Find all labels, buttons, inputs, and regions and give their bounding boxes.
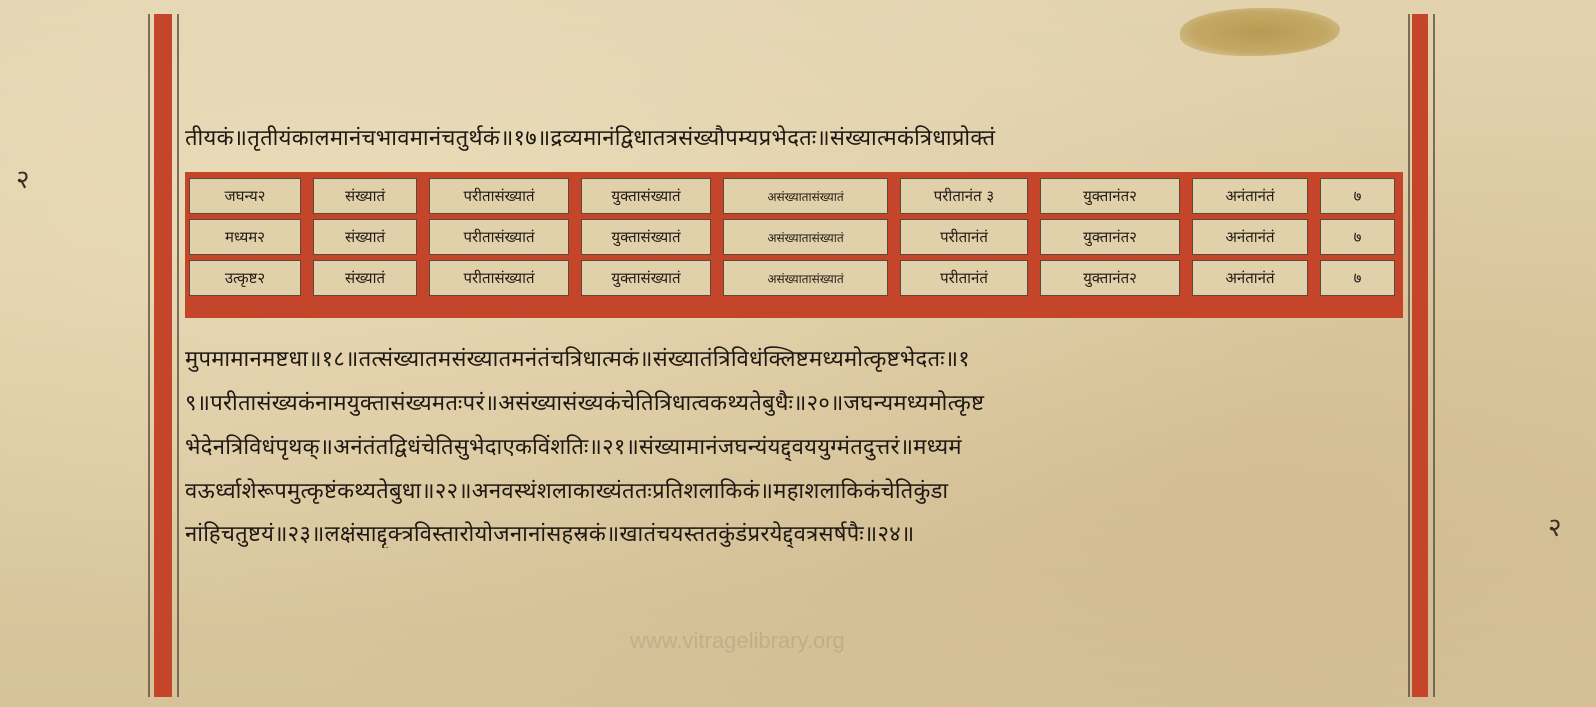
table-cell: असंख्यातासंख्यातं	[723, 260, 888, 296]
table-cell: परीतासंख्यातं	[429, 178, 569, 214]
table-cell: युक्तानंत२	[1040, 260, 1180, 296]
text-line-top: तीयकं॥तृतीयंकालमानंचभावमानंचतुर्थकं॥१७॥द्रव्यमानंद्विधातत्रसंख्यौपम्यप्रभेदतः॥संख्यात्मकंत्रिधाप्रोक्तं	[185, 126, 996, 151]
margin-rule-left-inner	[177, 14, 179, 697]
text-line: भेदेनत्रिविधंपृथक्॥अनंतंतद्विधंचेतिसुभेदाएकविंशतिः॥२१॥संख्यामानंजघन्यंयद्द्वययुग्मंतदुत्तरं॥मध्यमं	[185, 435, 962, 460]
table-cell: अनंतानंतं	[1192, 219, 1308, 255]
numeric-table	[185, 172, 1403, 302]
red-band-below-table	[185, 302, 1403, 318]
table-cell: युक्तानंत२	[1040, 219, 1180, 255]
margin-rule-right-outer	[1433, 14, 1435, 697]
table-cell: युक्तासंख्यातं	[581, 219, 711, 255]
table-cell: परीतानंतं	[900, 219, 1028, 255]
table-cell: युक्तासंख्यातं	[581, 178, 711, 214]
table-cell: ७	[1320, 219, 1395, 255]
table-cell: असंख्यातासंख्यातं	[723, 178, 888, 214]
table-cell: संख्यातं	[313, 260, 417, 296]
table-cell: परीतानंत ३	[900, 178, 1028, 214]
table-cell: परीतानंतं	[900, 260, 1028, 296]
table-cell: मध्यम२	[189, 219, 301, 255]
table-cell: जघन्य२	[189, 178, 301, 214]
margin-rule-right-inner	[1408, 14, 1410, 697]
margin-rule-right-red	[1412, 14, 1428, 697]
table-cell: ७	[1320, 260, 1395, 296]
margin-rule-left-outer	[148, 14, 150, 697]
text-line: ९॥परीतासंख्यकंनामयुक्तासंख्यमतःपरं॥असंख्यासंख्यकंचेतित्रिधात्वकथ्यतेबुधैः॥२०॥जघन्यमध्यमोत्कृष्ट	[185, 391, 985, 416]
table-cell: युक्तानंत२	[1040, 178, 1180, 214]
table-cell: उत्कृष्ट२	[189, 260, 301, 296]
table-cell: अनंतानंतं	[1192, 260, 1308, 296]
table-cell: असंख्यातासंख्यातं	[723, 219, 888, 255]
table-grid	[189, 178, 1399, 296]
text-line: मुपमामानमष्टधा॥१८॥तत्संख्यातमसंख्यातमनंतंचत्रिधात्मकं॥संख्यातंत्रिविधंक्लिष्टमध्यमोत्कृष्टभेदतः॥१	[185, 347, 971, 372]
folio-number-left: २	[16, 165, 30, 195]
table-cell: ७	[1320, 178, 1395, 214]
table-cell: अनंतानंतं	[1192, 178, 1308, 214]
table-cell: संख्यातं	[313, 219, 417, 255]
folio-number-right: २	[1548, 513, 1562, 543]
table-cell: परीतासंख्यातं	[429, 260, 569, 296]
margin-rule-left-red	[154, 14, 172, 697]
table-cell: संख्यातं	[313, 178, 417, 214]
paper-stain	[1180, 8, 1340, 56]
text-line: वऊर्ध्वाशेरूपमुत्कृष्टंकथ्यतेबुधा॥२२॥अनवस्थंशलाकाख्यंततःप्रतिशलाकिकं॥महाशलाकिकंचेतिकुंडा	[185, 479, 949, 504]
watermark: www.vitragelibrary.org	[630, 628, 845, 653]
text-line: नांहिचतुष्टयं॥२३॥लक्षंसाद्दृक्त्रविस्तारोयोजनानांसहस्रकं॥खातंचयस्ततकुंडंप्ररयेद्द्वत्रसर्षपैः॥२४॥	[185, 522, 915, 547]
table-cell: परीतासंख्यातं	[429, 219, 569, 255]
table-cell: युक्तासंख्यातं	[581, 260, 711, 296]
